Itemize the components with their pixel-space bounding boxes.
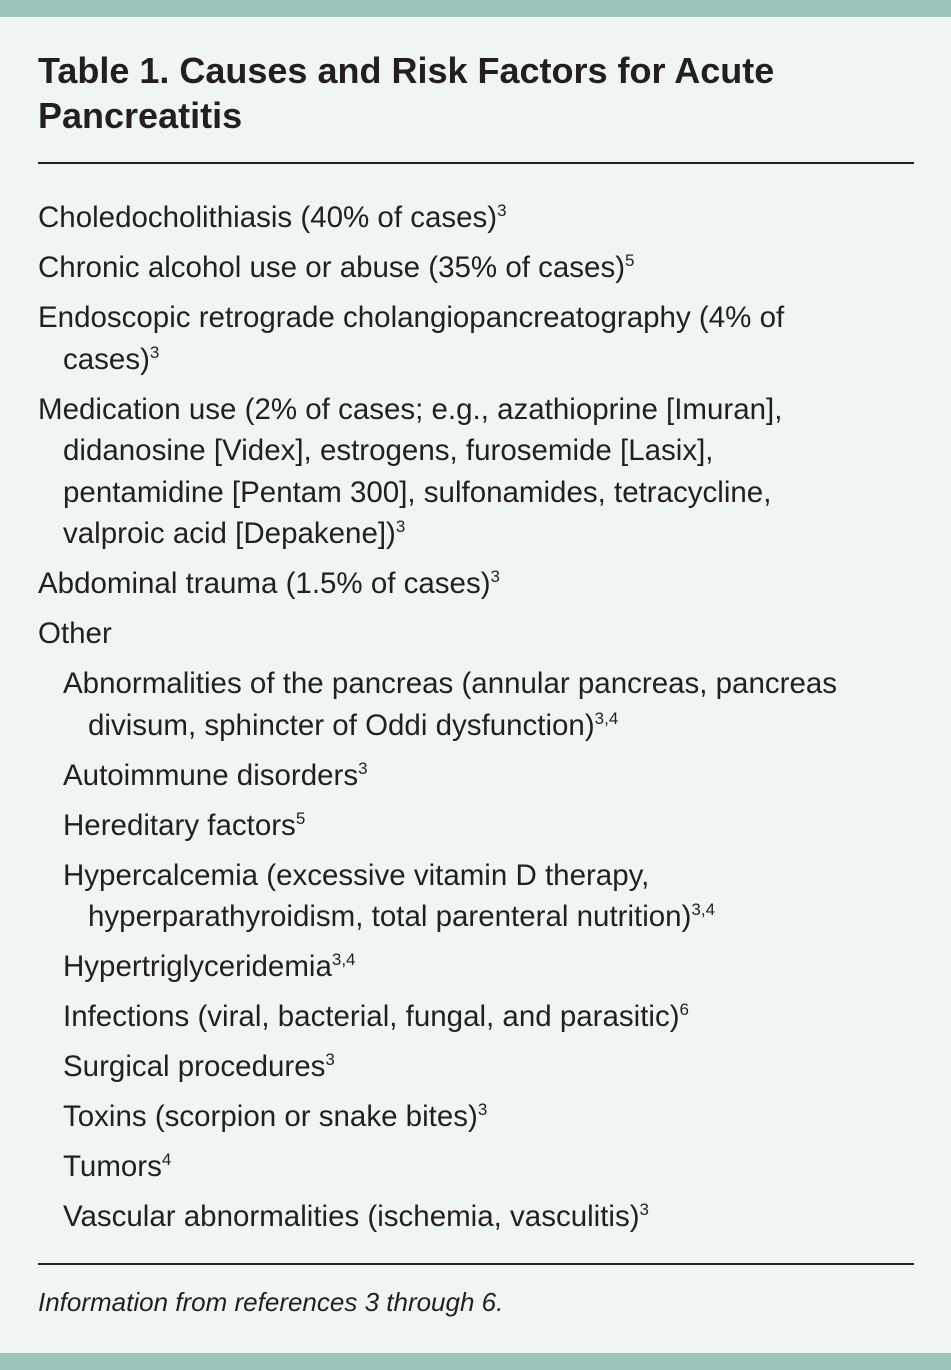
list-item	[38, 197, 918, 239]
item-text: cases)	[63, 342, 150, 376]
item-text-line	[38, 1146, 918, 1188]
list-item	[38, 297, 918, 380]
item-text: hyperparathyroidism, total parenteral nutrition)	[88, 900, 692, 933]
causes-list	[38, 197, 918, 1246]
table-title	[38, 48, 918, 138]
item-text: Vascular abnormalities (ischemia, vasculitis)	[63, 1200, 640, 1233]
item-text: Hypertriglyceridemia	[63, 950, 332, 983]
reference-superscript: 5	[295, 808, 306, 828]
item-text-line	[38, 1096, 918, 1138]
item-text: Surgical procedures	[63, 1050, 326, 1083]
item-text: valproic acid [Depakene])	[63, 517, 396, 550]
bottom-rule	[38, 1263, 914, 1265]
sub-list-item	[38, 996, 918, 1038]
item-text-line	[38, 896, 918, 938]
reference-superscript: 3	[325, 1050, 335, 1069]
footnote: Information from references 3 through 6.	[38, 1287, 504, 1317]
sub-list-item	[38, 805, 918, 847]
list-item	[38, 389, 918, 555]
item-text: Hypercalcemia (excessive vitamin D therapy,	[63, 858, 650, 892]
item-text-line	[38, 663, 918, 705]
reference-superscript: 6	[679, 1000, 689, 1019]
item-text: divisum, sphincter of Oddi dysfunction)	[88, 708, 595, 742]
list-item	[38, 247, 918, 289]
item-text: pentamidine [Pentam 300], sulfonamides, tetracycline,	[63, 475, 772, 509]
item-text-line	[38, 996, 918, 1038]
item-text-line	[38, 430, 918, 472]
reference-superscript: 3	[477, 1100, 488, 1119]
item-text-line	[38, 247, 918, 289]
reference-superscript: 3,4	[594, 708, 619, 728]
list-item	[38, 613, 918, 655]
bottom-accent-band	[0, 1353, 951, 1370]
item-text-line	[38, 1046, 918, 1088]
sub-list-item	[38, 946, 918, 988]
item-text-line	[38, 946, 918, 988]
item-text-line	[38, 472, 918, 514]
item-text-line	[38, 755, 918, 797]
item-text: Choledocholithiasis (40% of cases)	[38, 201, 498, 234]
top-accent-band	[0, 0, 951, 17]
sub-list-item	[38, 1046, 918, 1088]
item-text-line	[38, 297, 918, 339]
sub-list-item	[38, 1196, 918, 1238]
item-text-line	[38, 513, 918, 555]
sub-list-item	[38, 1096, 918, 1138]
item-text-line	[38, 805, 918, 847]
item-text-line	[38, 1196, 918, 1238]
item-text: Abnormalities of the pancreas (annular pancreas, pancreas	[63, 667, 838, 700]
reference-superscript: 4	[161, 1150, 172, 1169]
item-text-line	[38, 339, 918, 381]
reference-superscript: 3	[639, 1200, 650, 1219]
reference-superscript: 3	[490, 567, 501, 586]
item-text-line	[38, 197, 918, 239]
reference-superscript: 3,4	[691, 900, 716, 919]
item-text-line	[38, 613, 918, 655]
sub-list-item	[38, 855, 918, 938]
item-text: Abdominal trauma (1.5% of cases)	[38, 567, 491, 600]
sub-list-item	[38, 1146, 918, 1188]
item-text: Medication use (2% of cases; e.g., azathioprine [Imuran],	[38, 392, 783, 426]
item-text: Endoscopic retrograde cholangiopancreatography (4% of	[38, 301, 785, 334]
top-rule	[38, 162, 914, 164]
sub-list-item	[38, 755, 918, 797]
item-text-line	[38, 705, 918, 747]
reference-superscript: 5	[625, 251, 635, 270]
item-text-line	[38, 855, 918, 897]
item-text: Infections (viral, bacterial, fungal, and parasitic)	[63, 1000, 680, 1033]
item-text: Toxins (scorpion or snake bites)	[63, 1100, 478, 1133]
item-text: Tumors	[63, 1150, 162, 1183]
item-text: Chronic alcohol use or abuse (35% of cases)	[38, 251, 626, 284]
title-line: Pancreatitis	[38, 95, 243, 136]
item-text: didanosine [Videx], estrogens, furosemide [Lasix],	[63, 434, 714, 467]
item-text-line	[38, 389, 918, 431]
item-text: Other	[38, 617, 112, 650]
item-text: Hereditary factors	[63, 808, 296, 842]
title-line: Table 1. Causes and Risk Factors for Acute	[38, 50, 775, 91]
item-text: Autoimmune disorders	[63, 758, 359, 792]
reference-superscript: 3	[395, 517, 406, 536]
list-item	[38, 563, 918, 605]
reference-superscript: 3	[149, 342, 160, 362]
sub-list-item	[38, 663, 918, 746]
reference-superscript: 3	[497, 201, 507, 220]
reference-superscript: 3	[358, 758, 368, 778]
item-text-line	[38, 563, 918, 605]
reference-superscript: 3,4	[331, 950, 356, 969]
